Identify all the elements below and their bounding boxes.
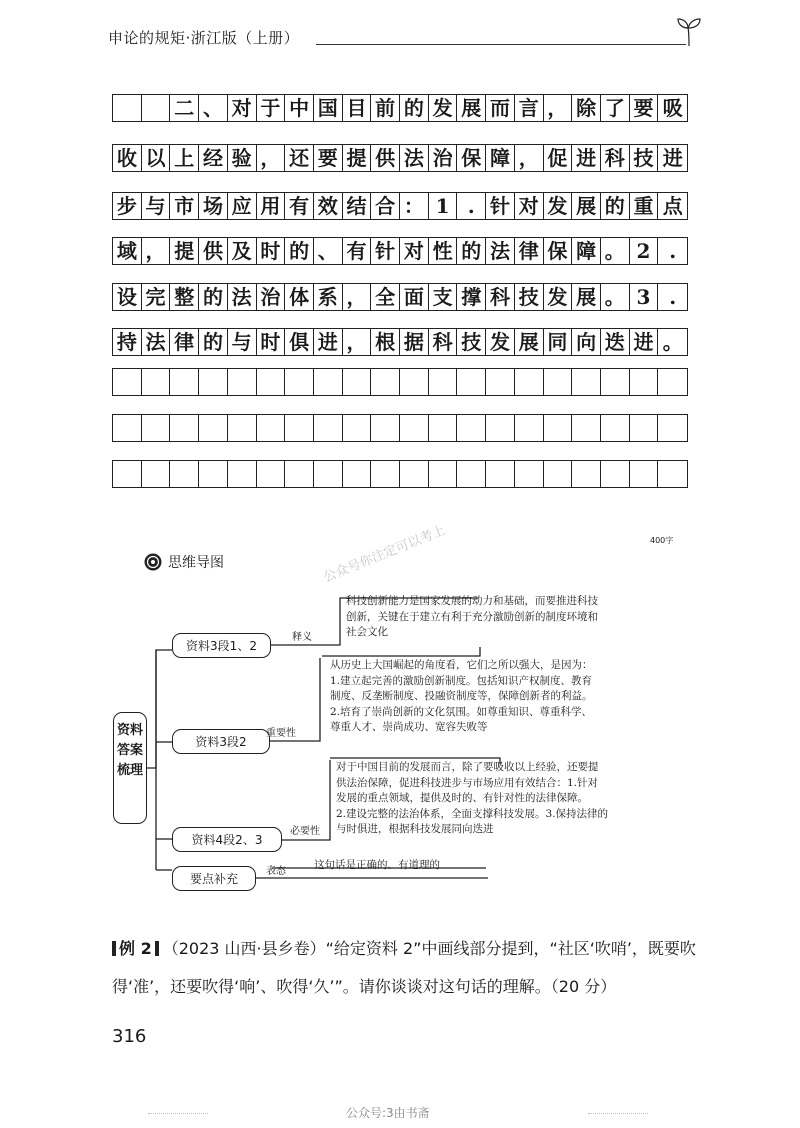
grid-cell: 技 [515,284,544,310]
grid-cell: ， [343,329,372,355]
grid-cell [486,461,515,487]
grid-cell [572,369,601,395]
grid-cell: 展 [572,193,601,219]
grid-cell: 、 [199,95,228,121]
grid-cell [199,369,228,395]
grid-cell: 域 [113,238,142,264]
grid-row [112,237,688,265]
grid-cell: 对 [515,193,544,219]
branch-1-tag: 释义 [292,632,312,643]
grid-cell: 进 [572,145,601,171]
grid-cell: 1 [429,193,458,219]
grid-cell [400,369,429,395]
grid-cell: 。 [601,284,630,310]
grid-cell [285,369,314,395]
grid-cell: 市 [170,193,199,219]
grid-cell [170,461,199,487]
grid-cell: 结 [343,193,372,219]
grid-cell [658,415,687,441]
grid-row [112,283,688,311]
grid-cell: 以 [142,145,171,171]
grid-cell [630,461,659,487]
grid-cell [285,461,314,487]
grid-cell [113,369,142,395]
grid-cell: 供 [371,145,400,171]
grid-cell: 场 [199,193,228,219]
grid-cell: 系 [314,284,343,310]
header-rule [316,44,686,45]
grid-cell: 律 [170,329,199,355]
grid-cell: 要 [314,145,343,171]
grid-cell: 面 [400,284,429,310]
branch-1-text: 科技创新能力是国家发展的动力和基础，而要推进科技 创新，关键在于建立有利于充分激励创新的制度环境和 社会文化 [346,595,598,638]
grid-cell: 经 [199,145,228,171]
grid-cell [228,415,257,441]
grid-cell: 进 [630,329,659,355]
watermark-text: 公众号你注定可以考上 [321,523,448,586]
grid-row [112,368,688,396]
grid-cell [371,461,400,487]
grid-cell: 前 [371,95,400,121]
grid-cell [515,369,544,395]
mind-map-root: 资料答案梳理 [113,712,147,824]
grid-cell [601,461,630,487]
grid-cell [142,369,171,395]
grid-cell [199,415,228,441]
page-number: 316 [112,1026,147,1047]
grid-row [112,460,688,488]
grid-cell: 言 [515,95,544,121]
grid-cell [400,461,429,487]
grid-cell [199,461,228,487]
mind-map-heading-text: 思维导图 [168,555,224,571]
grid-cell: 向 [572,329,601,355]
grid-cell: 有 [343,238,372,264]
grid-cell [343,415,372,441]
grid-cell: 了 [601,95,630,121]
grid-cell [515,415,544,441]
grid-cell: 时 [257,238,286,264]
grid-cell: 进 [662,146,683,170]
grid-cell: 法 [142,329,171,355]
grid-cell: 上 [170,145,199,171]
grid-cell: ， [544,95,573,121]
question-tag: 例 2 [119,939,152,958]
grid-cell: . [457,193,486,219]
grid-cell: 展 [515,329,544,355]
grid-cell [515,461,544,487]
grid-cell: 2 [630,238,659,264]
grid-cell [285,415,314,441]
grid-cell [429,461,458,487]
grid-cell [400,415,429,441]
grid-cell: 的 [400,95,429,121]
grid-cell [314,461,343,487]
grid-cell: . [669,285,677,309]
grid-cell: 科 [486,284,515,310]
grid-cell [658,461,687,487]
grid-cell: 的 [285,238,314,264]
branch-2-box: 资料3段2 [172,729,270,754]
grid-cell: 同 [544,329,573,355]
grid-cell: 性 [429,238,458,264]
grid-cell: 科 [429,329,458,355]
grid-row [112,192,688,220]
grid-cell: 法 [400,145,429,171]
question-marker-bar [112,941,116,956]
grid-cell: 收 [113,145,142,171]
branch-4-text: 这句话是正确的、有道理的 [314,859,440,871]
grid-cell: 根 [371,329,400,355]
grid-cell [601,415,630,441]
grid-row [112,94,688,122]
grid-cell: 3 [630,284,659,310]
grid-cell: 应 [228,193,257,219]
grid-cell: 供 [199,238,228,264]
grid-cell: 的 [457,238,486,264]
grid-cell [142,461,171,487]
grid-cell [228,461,257,487]
grid-cell: 。 [662,330,683,354]
grid-cell: 治 [257,284,286,310]
grid-cell [257,369,286,395]
grid-cell [170,369,199,395]
grid-cell [601,369,630,395]
grid-cell: 的 [601,193,630,219]
grid-cell: 技 [630,145,659,171]
grid-cell [113,461,142,487]
grid-cell: ， [343,284,372,310]
grid-cell: 效 [314,193,343,219]
grid-cell: 俱 [285,329,314,355]
grid-cell: 发 [429,95,458,121]
grid-cell: 验 [228,145,257,171]
question-marker-bar-end [155,941,159,956]
grid-cell: . [669,239,677,263]
branch-4-box: 要点补充 [172,866,256,891]
grid-cell: 治 [429,145,458,171]
grid-cell: 进 [314,329,343,355]
grid-cell: 据 [400,329,429,355]
grid-cell: 合 [371,193,400,219]
branch-1-box: 资料3段1、2 [172,633,271,658]
grid-cell: 点 [662,194,683,218]
grid-cell [228,369,257,395]
grid-cell [630,415,659,441]
example-question [112,930,697,1006]
grid-cell [630,369,659,395]
grid-cell [457,461,486,487]
grid-cell: 提 [343,145,372,171]
grid-cell [544,369,573,395]
grid-cell: 时 [257,329,286,355]
grid-cell: 全 [371,284,400,310]
grid-row [112,144,688,172]
grid-cell [429,369,458,395]
grid-row [112,414,688,442]
grid-cell [457,369,486,395]
grid-cell: 二 [170,95,199,121]
grid-cell: 目 [343,95,372,121]
grid-cell [572,415,601,441]
grid-cell: 技 [457,329,486,355]
grid-cell [572,461,601,487]
sprout-icon [676,14,702,48]
grid-cell [142,95,171,121]
grid-cell: ， [515,145,544,171]
grid-cell: ， [257,145,286,171]
grid-cell: 展 [572,284,601,310]
grid-cell [257,415,286,441]
grid-cell: 提 [170,238,199,264]
grid-cell [113,415,142,441]
grid-cell: 法 [228,284,257,310]
grid-cell [257,461,286,487]
running-header-title: 申论的规矩·浙江版（上册） [108,29,300,47]
grid-cell: 整 [170,284,199,310]
grid-cell [343,369,372,395]
mind-map-heading [144,552,224,572]
grid-cell: 用 [257,193,286,219]
grid-cell: 重 [630,193,659,219]
grid-cell: 对 [400,238,429,264]
branch-4-tag: 表态 [266,866,286,877]
grid-cell [658,369,687,395]
grid-cell: ： [400,193,429,219]
branch-3-text: 对于中国目前的发展而言，除了要吸收以上经验，还要提 供法治保障，促进科技进步与市场应用有效结合：1.针对 发展的重点领域，提供及时的、有针对性的法律保障。 2.建设完整的法治体系，全面支撑科技发展。3.保持法律的 与时俱进，根据科技发展同向迭进 [336,761,609,835]
grid-cell: 持 [113,329,142,355]
footer-watermark: 公众号:3由书斋 [346,1106,430,1120]
grid-cell: 的 [199,284,228,310]
grid-cell: 而 [486,95,515,121]
grid-row [112,328,688,356]
grid-cell: 国 [314,95,343,121]
grid-cell: 中 [285,95,314,121]
footer-dots-right [588,1113,648,1114]
grid-cell: 发 [544,193,573,219]
footer-dots-left [148,1113,208,1114]
grid-cell [544,415,573,441]
grid-cell: 促 [544,145,573,171]
grid-cell: 障 [572,238,601,264]
grid-cell: 与 [228,329,257,355]
grid-cell: 体 [285,284,314,310]
grid-cell [486,369,515,395]
grid-cell: 法 [486,238,515,264]
grid-cell: 保 [544,238,573,264]
branch-2-text: 从历史上大国崛起的角度看，它们之所以强大，是因为： 1.建立起完善的激励创新制度。包括知识产权制度、教育 制度、反垄断制度、投融资制度等，保障创新者的利益。 2.培育了崇尚创新的文化氛围。如尊重知识、尊重科学、 尊重人才、崇尚成功、宽容失败等 [330,659,593,733]
branch-3-box: 资料4段2、3 [172,827,282,852]
word-count-label: 400字 [650,536,674,545]
grid-cell [429,415,458,441]
grid-cell [371,369,400,395]
grid-cell: 的 [199,329,228,355]
grid-cell [314,415,343,441]
grid-cell: 支 [429,284,458,310]
grid-cell: 吸 [662,96,683,120]
grid-cell [314,369,343,395]
grid-cell: 要 [630,95,659,121]
grid-cell [170,415,199,441]
grid-cell: 除 [572,95,601,121]
grid-cell: 障 [486,145,515,171]
grid-cell: 设 [113,284,142,310]
grid-cell: 与 [142,193,171,219]
question-text: （2023 山西·县乡卷）“给定资料 2”中画线部分提到，“社区‘吹哨’，既要吹得‘准’，还要吹得‘响’、吹得‘久’”。请你谈谈对这句话的理解。（20 分） [112,939,696,996]
grid-cell: 有 [285,193,314,219]
grid-cell: 针 [486,193,515,219]
grid-cell: 发 [544,284,573,310]
grid-cell: 、 [314,238,343,264]
grid-cell: 展 [457,95,486,121]
grid-cell: 还 [285,145,314,171]
grid-cell: 迭 [601,329,630,355]
grid-cell: 针 [371,238,400,264]
grid-cell: 。 [601,238,630,264]
flower-badge-icon [144,553,162,571]
grid-cell [371,415,400,441]
grid-cell [142,415,171,441]
grid-cell: 保 [457,145,486,171]
grid-cell: 于 [257,95,286,121]
grid-cell [544,461,573,487]
branch-3-tag: 必要性 [290,826,320,837]
grid-cell: 撑 [457,284,486,310]
grid-cell: 律 [515,238,544,264]
grid-cell [457,415,486,441]
grid-cell [486,415,515,441]
grid-cell: 步 [113,193,142,219]
grid-cell: 科 [601,145,630,171]
grid-cell [113,95,142,121]
grid-cell: 发 [486,329,515,355]
grid-cell: ， [142,238,171,264]
grid-cell [343,461,372,487]
branch-2-tag: 重要性 [266,728,296,739]
grid-cell: 完 [142,284,171,310]
grid-cell: 对 [228,95,257,121]
grid-cell: 及 [228,238,257,264]
